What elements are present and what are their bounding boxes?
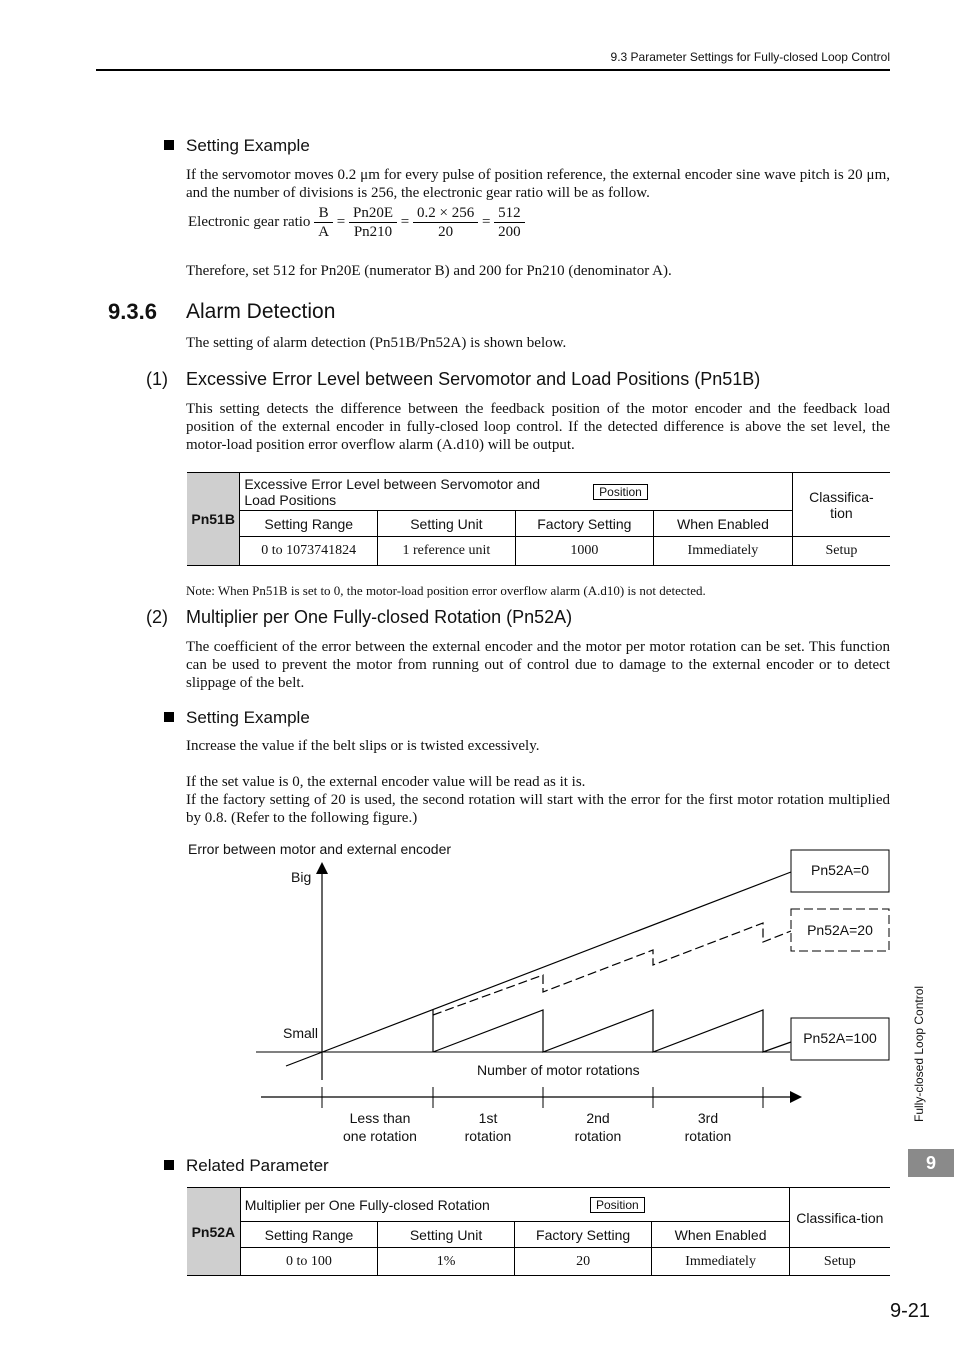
pn52a-value-range: 0 to 100 xyxy=(240,1248,378,1276)
x-label-3 xyxy=(658,1109,758,1145)
formula-label: Electronic gear ratio xyxy=(188,214,311,230)
x-label-line: 1st xyxy=(478,1110,498,1126)
figure-big-label: Big xyxy=(291,869,312,885)
frac-num: 0.2 × 256 xyxy=(413,204,478,223)
pn51b-header-unit: Setting Unit xyxy=(378,511,516,537)
pn51b-classification-header: Classifica-tion xyxy=(792,473,890,537)
frac-den: 20 xyxy=(438,224,454,240)
pn51b-header-enabled: When Enabled xyxy=(654,511,793,537)
series-pn52a-0 xyxy=(286,872,791,1066)
series-pn52a-100 xyxy=(433,1010,791,1052)
frac-num: 512 xyxy=(494,204,525,223)
x-label-line: one rotation xyxy=(343,1128,417,1144)
figure-x-title: Number of motor rotations xyxy=(477,1062,640,1078)
note-pn51b: Note: When Pn51B is set to 0, the motor-load position error overflow alarm (A.d10) is not detected. xyxy=(186,583,706,598)
sub2-body: The coefficient of the error between the external encoder and the motor per motor rotation can be set. This function can be used to prevent the motor from running out of control due to damage to the external encoder or to detect slippage of the belt. xyxy=(186,639,890,691)
x-label-line: rotation xyxy=(684,1128,732,1144)
pn51b-value-enabled: Immediately xyxy=(654,537,793,566)
pn52a-table xyxy=(187,1187,890,1276)
chapter-tab: 9 xyxy=(908,1149,954,1177)
pn52a-header-range: Setting Range xyxy=(240,1222,378,1248)
frac-den: Pn210 xyxy=(353,224,393,240)
x-label-0 xyxy=(330,1109,430,1145)
setting-example-2-heading: Setting Example xyxy=(164,708,310,728)
figure-y-title: Error between motor and external encoder xyxy=(188,841,452,857)
setting-example-body: If the servomotor moves 0.2 μm for every pulse of position reference, the external encoder sine wave pitch is 20 μm, and the number of divisions is 256, the electronic gear ratio will be as follow. xyxy=(186,167,890,201)
equals-sign: = xyxy=(400,214,410,230)
frac-num: B xyxy=(314,204,333,223)
side-chapter-text: Fully-closed Loop Control xyxy=(912,985,926,1122)
pn52a-name: Multiplier per One Fully-closed Rotation xyxy=(244,1196,490,1213)
x-axis-arrow xyxy=(790,1091,802,1103)
pn52a-header-factory: Factory Setting xyxy=(514,1222,652,1248)
pn52a-value-factory: 20 xyxy=(514,1248,652,1276)
setting-example-2-p3: If the factory setting of 20 is used, the second rotation will start with the error for the first motor rotation multiplied by 0.8. (Refer to the following figure.) xyxy=(186,792,890,826)
x-label-1 xyxy=(438,1109,538,1145)
page-number: 9-21 xyxy=(889,1300,930,1322)
pn51b-param: Pn51B xyxy=(187,473,240,566)
pn52a-value-unit: 1% xyxy=(378,1248,515,1276)
section-title: Alarm Detection xyxy=(186,300,336,323)
equals-sign: = xyxy=(336,214,346,230)
pn51b-value-unit: 1 reference unit xyxy=(378,537,516,566)
legend-pn52a-0: Pn52A=0 xyxy=(811,862,869,878)
setting-example-2-p2: If the set value is 0, the external encoder value will be read as it is. xyxy=(186,774,586,790)
x-label-line: 3rd xyxy=(697,1110,719,1126)
section-number: 9.3.6 xyxy=(108,299,157,324)
pn51b-header-range: Setting Range xyxy=(240,511,378,537)
sub1-title: Excessive Error Level between Servomotor and Load Positions (Pn51B) xyxy=(186,369,761,389)
pn51b-name: Excessive Error Level between Servomotor and Load Positions xyxy=(244,475,541,508)
pn51b-classification: Setup xyxy=(792,537,890,566)
legend-pn52a-20: Pn52A=20 xyxy=(807,922,873,938)
pn52a-header-enabled: When Enabled xyxy=(652,1222,789,1248)
x-label-line: Less than xyxy=(349,1110,411,1126)
x-label-line: rotation xyxy=(464,1128,512,1144)
pn52a-classification-header: Classifica-tion xyxy=(789,1188,890,1248)
series-pn52a-20 xyxy=(433,923,791,1015)
frac-num: Pn20E xyxy=(349,204,397,223)
related-parameter-heading: Related Parameter xyxy=(164,1156,329,1176)
pn52a-header-unit: Setting Unit xyxy=(378,1222,515,1248)
setting-example-heading: Setting Example xyxy=(164,136,310,156)
sub1-number: (1) xyxy=(146,369,168,389)
equals-sign: = xyxy=(481,214,491,230)
pn51b-position-tag: Position xyxy=(593,484,648,500)
frac-den: 200 xyxy=(498,224,521,240)
pn52a-param: Pn52A xyxy=(187,1188,240,1276)
running-header: 9.3 Parameter Settings for Fully-closed Loop Control xyxy=(610,50,890,64)
setting-conclusion: Therefore, set 512 for Pn20E (numerator B) and 200 for Pn210 (denominator A). xyxy=(186,263,672,279)
x-label-line: rotation xyxy=(574,1128,622,1144)
pn52a-classification: Setup xyxy=(789,1248,890,1276)
frac-den: A xyxy=(318,224,330,240)
setting-example-2-p1: Increase the value if the belt slips or is twisted excessively. xyxy=(186,738,540,754)
y-axis-arrow xyxy=(316,862,328,874)
sub1-body: This setting detects the difference between the feedback position of the motor encoder and the feedback load position of the external encoder in fully-closed loop control. If the detected difference is above the set level, the motor-load position error overflow alarm (A.d10) will be output. xyxy=(186,401,890,453)
sub2-title: Multiplier per One Fully-closed Rotation (Pn52A) xyxy=(186,607,573,627)
figure-small-label: Small xyxy=(283,1025,319,1041)
x-label-line: 2nd xyxy=(586,1110,610,1126)
sub2-number: (2) xyxy=(146,607,168,627)
pn52a-value-enabled: Immediately xyxy=(652,1248,789,1276)
pn52a-name-cell xyxy=(240,1188,789,1222)
pn51b-header-factory: Factory Setting xyxy=(515,511,653,537)
pn51b-value-factory: 1000 xyxy=(515,537,653,566)
pn51b-value-range: 0 to 1073741824 xyxy=(240,537,378,566)
legend-pn52a-100: Pn52A=100 xyxy=(803,1030,877,1046)
x-label-2 xyxy=(548,1109,648,1145)
section-intro: The setting of alarm detection (Pn51B/Pn52A) is shown below. xyxy=(186,335,567,351)
pn52a-position-tag: Position xyxy=(590,1197,645,1213)
